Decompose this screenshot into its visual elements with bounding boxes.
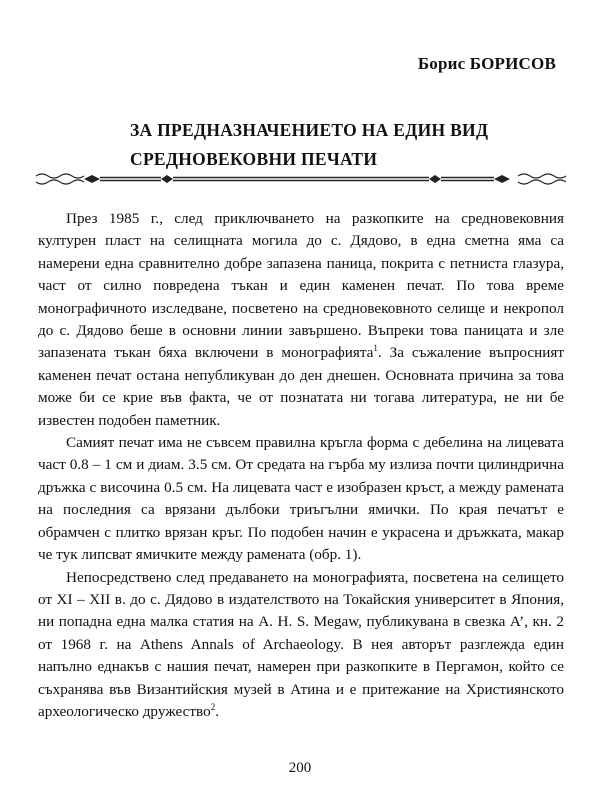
paragraph: [38, 208, 564, 432]
footnote-marker: 1: [373, 343, 378, 354]
article-title: [130, 116, 570, 174]
page-number: 200: [288, 760, 312, 776]
paragraph-text: Непосредствено след предаването на монографията, посветена на селището от XI – XII в. до с. Дядово в издателството на Токайския университет в Япония, ни попадна една малка статия на A. H. S. Megaw, публикувана в свезка A’, кн. 2 от 1968 г. на Athens Annals of Archaeology. В нея авторът разглежда един напълно еднакъв с нашия печат, намерен при разкопките в Пергамон, който се съхранява във Византийския музей в Атина и е притежание на Християнското археологическо дружество: [38, 568, 564, 720]
paragraph: [38, 567, 564, 724]
footnote-marker: 2: [210, 701, 216, 712]
decorative-divider-icon: [34, 172, 568, 186]
paragraph-text-tail: . За съжаление въпросният каменен печат остана непубликуван до ден днешен. Основната причина за това може би се крие във факта, че от познатата ни тогава литература, не ни бе известен подобен паметник.: [38, 344, 565, 429]
title-line-1: ЗА ПРЕДНАЗНАЧЕНИЕТО НА ЕДИН ВИД: [130, 120, 489, 140]
title-line-2: СРЕДНОВЕКОВНИ ПЕЧАТИ: [130, 149, 378, 169]
paragraph-text: През 1985 г., след приключването на разкопките на средновековния културен пласт на селищната могила до с. Дядово, в една сметна яма са намерени една сравнително добре запазена паница, покрита с петниста глазура, част от силно повредена тъкан и един каменен печат. По това време монографичното изследване, посветено на средновековното селище и некропол до с. Дядово беше в основни линии завършено. Въпреки това паницата и зле запазената тъкан бяха включени в монографията: [38, 210, 564, 362]
paragraph-text: Самият печат има не съвсем правилна кръгла форма с дебелина на лицевата част 0.8 – 1 см и диам. 3.5 см. От средата на гърба му излиза почти цилиндрична дръжка с височина 0.5 см. На лицевата част е изобразен кръст, а между рамената на последния са врязани дълбоки триъгълни ямички. По края печатът е обрамчен с плитко врязан кръг. По подобен начин е украсена и дръжката, макар че тук липсват ямичките между рамената (обр. 1).: [38, 434, 564, 564]
paragraph: [38, 432, 564, 566]
article-body: [38, 208, 564, 723]
paragraph-text-tail: .: [215, 702, 219, 720]
author-name: Борис БОРИСОВ: [417, 54, 556, 73]
